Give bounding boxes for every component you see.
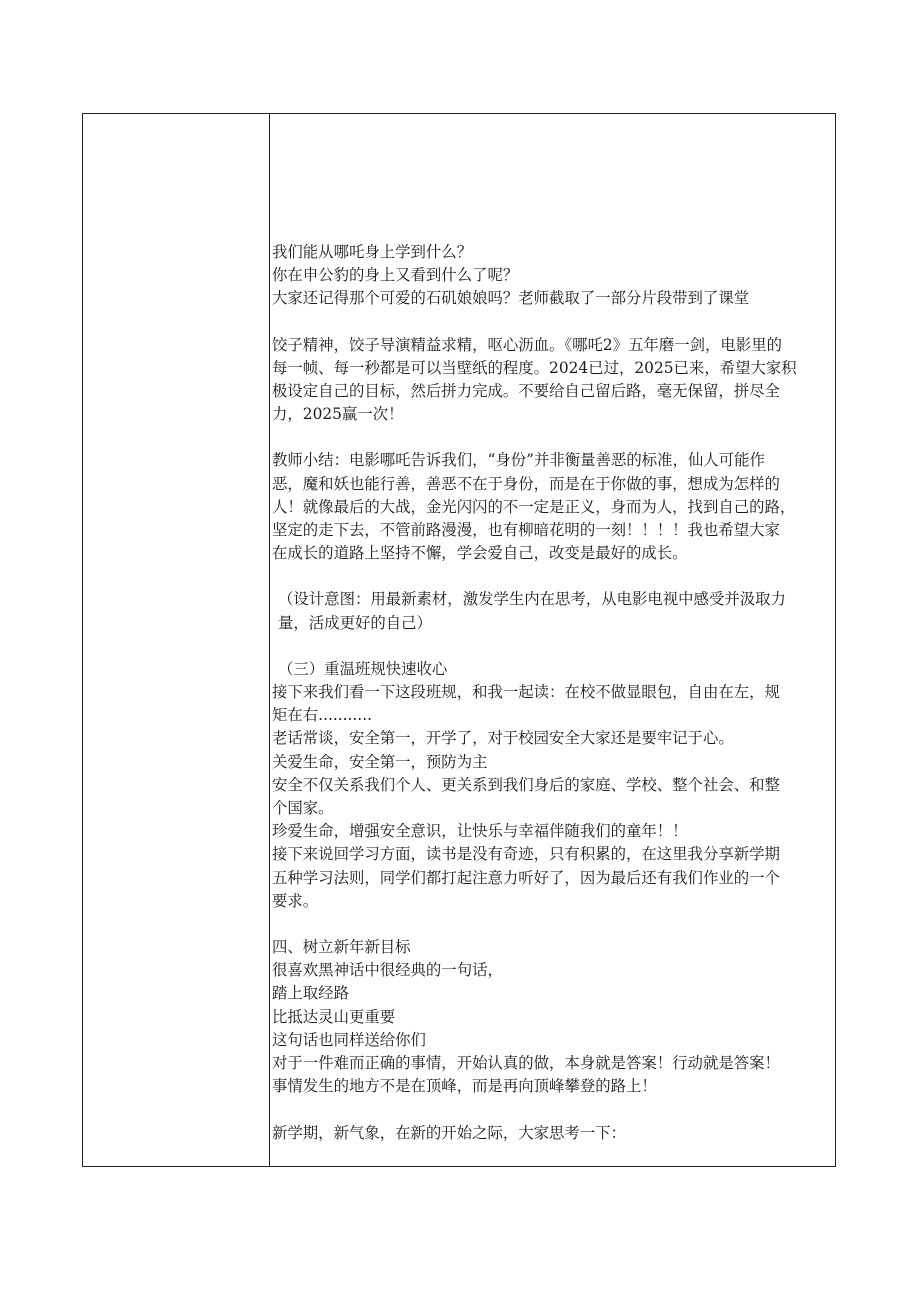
text-line: 量，活成更好的自己）: [278, 613, 432, 632]
paragraph-gap: [272, 426, 835, 449]
text-line: 个国家。: [272, 799, 334, 818]
text-line: 四、树立新年新目标: [272, 938, 411, 957]
text-line: 比抵达灵山更重要: [272, 1007, 396, 1026]
text-line: 教师小结：电影哪吒告诉我们，“身份”并非衡量善恶的标准，仙人可能作: [272, 451, 765, 470]
paragraph-7: [272, 1122, 835, 1145]
text-line: 五种学习法则，同学们都打起注意力听好了，因为最后还有我们作业的一个: [272, 868, 780, 887]
text-line: 在成长的道路上坚持不懈，学会爱自己，改变是最好的成长。: [272, 544, 688, 563]
text-line: 人！就像最后的大战，金光闪闪的不一定是正义，身而为人，找到自己的路，: [272, 497, 796, 516]
paragraph-1: [272, 241, 835, 311]
paragraph-gap: [272, 311, 835, 334]
paragraph-gap: [272, 1099, 835, 1122]
text-line: 饺子精神，饺子导演精益求精，呕心沥血。《哪吒2》五年磨一剑，电影里的: [272, 335, 782, 354]
text-line: 老话常谈，安全第一，开学了，对于校园安全大家还是要牢记于心。: [272, 729, 734, 748]
text-line: 接下来我们看一下这段班规，和我一起读：在校不做显眼包，自由在左，规: [272, 683, 780, 702]
paragraph-3: [272, 449, 835, 565]
text-line: 珍爱生命，增强安全意识，让快乐与幸福伴随我们的童年！！: [272, 822, 688, 841]
text-line: 踏上取经路: [272, 984, 349, 1003]
right-column-cell: [271, 114, 835, 1166]
text-line: 对于一件难而正确的事情，开始认真的做，本身就是答案！行动就是答案！: [272, 1054, 780, 1073]
text-line: 事情发生的地方不是在顶峰，而是再向顶峰攀登的路上！: [272, 1077, 657, 1096]
text-line: 很喜欢黑神话中很经典的一句话，: [272, 961, 503, 980]
text-line: （设计意图：用最新素材，激发学生内在思考，从电影电视中感受并汲取力: [278, 590, 786, 609]
text-line: 安全不仅关系我们个人、更关系到我们身后的家庭、学校、整个社会、和整: [272, 775, 780, 794]
text-line: 接下来说回学习方面，读书是没有奇迹，只有积累的，在这里我分享新学期: [272, 845, 780, 864]
text-line: 力，2025赢一次！: [272, 405, 404, 424]
text-line: （三）重温班规快速收心: [278, 659, 448, 678]
text-line: 你在申公豹的身上又看到什么了呢？: [272, 266, 519, 285]
paragraph-5: [272, 658, 835, 913]
text-line: 极设定自己的目标，然后拼力完成。不要给自己留后路，毫无保留，拼尽全: [272, 382, 780, 401]
text-line: 大家还记得那个可爱的石矶娘娘吗？老师截取了一部分片段带到了课堂: [272, 289, 750, 308]
lesson-content: [272, 241, 835, 1145]
paragraph-gap: [272, 913, 835, 936]
paragraph-2: [272, 334, 835, 427]
text-line: 关爱生命，安全第一，预防为主: [272, 752, 488, 771]
text-line: 我们能从哪吒身上学到什么？: [272, 243, 473, 261]
left-column-cell: [83, 114, 270, 1166]
text-line: 坚定的走下去，不管前路漫漫，也有柳暗花明的一刻！！！！我也希望大家: [272, 521, 780, 540]
paragraph-6: [272, 936, 835, 1098]
paragraph-gap: [272, 565, 835, 588]
text-line: 这句话也同样送给你们: [272, 1030, 426, 1049]
text-line: 恶，魔和妖也能行善，善恶不在于身份，而是在于你做的事，想成为怎样的: [272, 474, 780, 493]
paragraph-4: [272, 588, 835, 634]
text-line: 每一帧、每一秒都是可以当壁纸的程度。2024已过，2025已来，希望大家积: [272, 358, 797, 377]
lesson-table: [82, 113, 836, 1167]
text-line: 要求。: [272, 891, 319, 910]
text-line: 矩在右...........: [272, 706, 372, 725]
paragraph-gap: [272, 635, 835, 658]
text-line: 新学期，新气象，在新的开始之际，大家思考一下：: [272, 1123, 626, 1142]
